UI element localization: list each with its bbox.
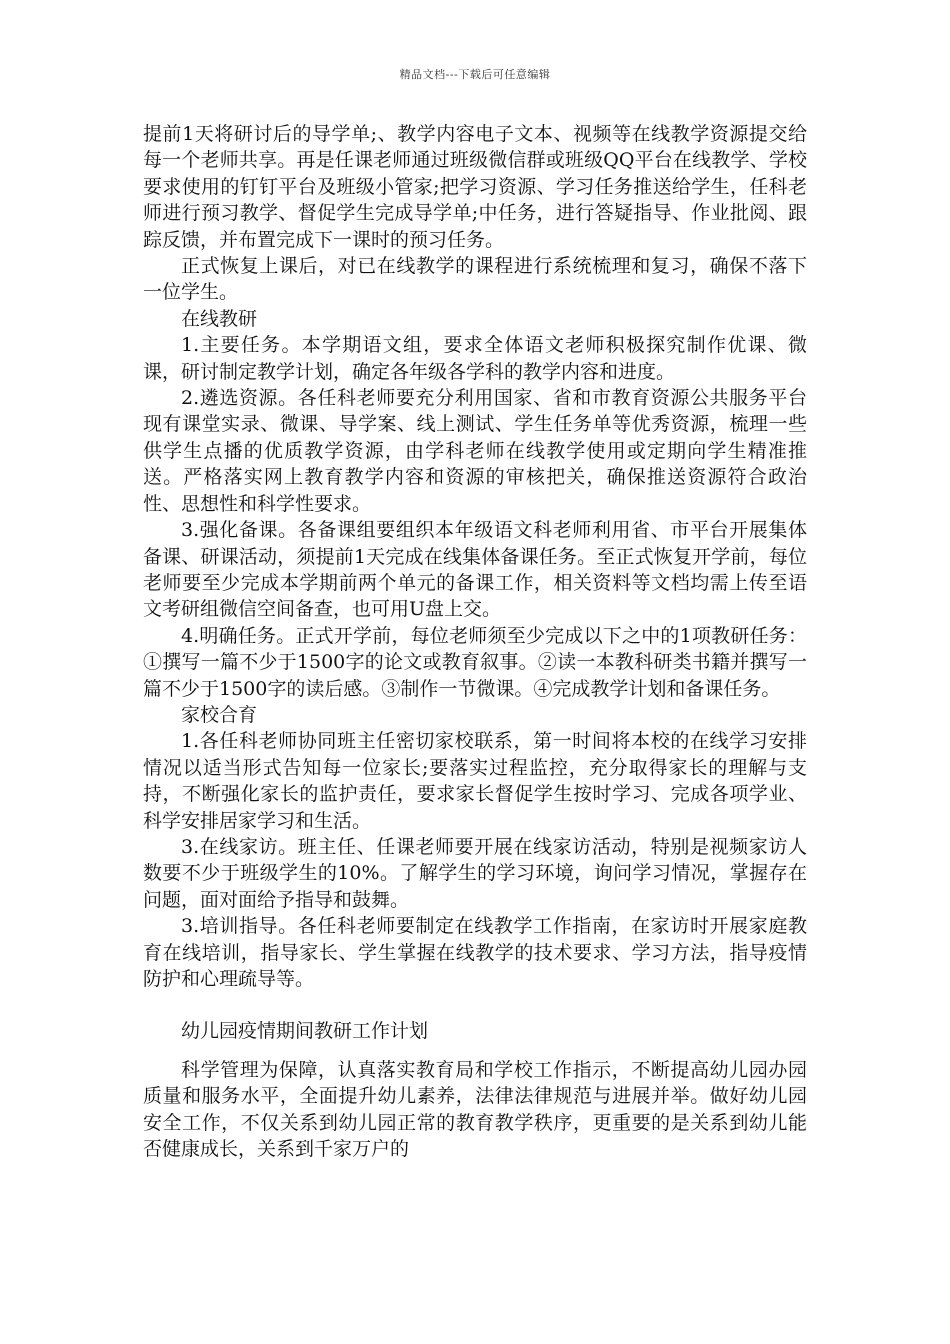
paragraph-clarify-tasks: 4.明确任务。正式开学前，每位老师须至少完成以下之中的1项教研任务：①撰写一篇不少于1500字的论文或教育叙事。②读一本教科研类书籍并撰写一篇不少于1500字的读后感。③制作一节微课。④完成教学计划和备课任务。 xyxy=(143,624,807,700)
heading-online-research: 在线教研 xyxy=(181,307,258,330)
section-gap xyxy=(143,992,807,1018)
paragraph-lesson-preparation: 3.强化备课。各备课组要组织本年级语文科老师利用省、市平台开展集体备课、研课活动，须提前1天完成在线集体备课任务。至正式恢复开学前，每位老师要至少完成本学期前两个单元的备课工作，相关资料等文档均需上传至语文考研组微信空间备查，也可用U盘上交。 xyxy=(143,519,807,621)
paragraph-online-home-visit: 3.在线家访。班主任、任课老师要开展在线家访活动，特别是视频家访人数要不少于班级学生的10%。了解学生的学习环境，询问学习情况，掌握存在问题，面对面给予指导和鼓舞。 xyxy=(143,835,807,911)
paragraph-select-resources: 2.遴选资源。各任科老师要充分利用国家、省和市教育资源公共服务平台现有课堂实录、微课、导学案、线上测试、学生任务单等优秀资源，梳理一些供学生点播的优质教学资源，由学科老师在线教学使用或定期向学生精准推送。严格落实网上教育教学内容和资源的审核把关，确保推送资源符合政治性、思想性和科学性要求。 xyxy=(143,387,807,515)
paragraph-training-guidance: 3.培训指导。各任科老师要制定在线教学工作指南，在家访时开展家庭教育在线培训，指导家长、学生掌握在线教学的技术要求、学习方法，指导疫情防护和心理疏导等。 xyxy=(143,915,807,990)
section-title: 幼儿园疫情期间教研工作计划 xyxy=(181,1020,429,1043)
paragraph-home-school-contact: 1.各任科老师协同班主任密切家校联系，第一时间将本校的在线学习安排情况以适当形式告知每一位家长;要落实过程监控，充分取得家长的理解与支持，不断强化家长的监护责任，要求家长督促学生按时学习、完成各项学业、科学安排居家学习和生活。 xyxy=(143,730,807,832)
paragraph-kindergarten-intro: 科学管理为保障，认真落实教育局和学校工作指示，不断提高幼儿园办园质量和服务水平，全面提升幼儿素养，法律法律规范与进展并举。做好幼儿园安全工作，不仅关系到幼儿园正常的教育教学秩序，更重要的是关系到幼儿能否健康成长，关系到千家万户的 xyxy=(143,1058,807,1161)
heading-home-school: 家校合育 xyxy=(181,703,258,726)
paragraph-online-teaching-continued: 提前1天将研讨后的导学单;、教学内容电子文本、视频等在线教学资源提交给每一个老师共享。再是任课老师通过班级微信群或班级QQ平台在线教学、学校要求使用的钉钉平台及班级小管家;把学习资源、学习任务推送给学生，任科老师进行预习教学、督促学生完成导学单;中任务，进行答疑指导、作业批阅、跟踪反馈，并布置完成下一课时的预习任务。 xyxy=(143,123,807,251)
page-header: 精品文档---下载后可任意编辑 xyxy=(399,68,551,81)
paragraph-resume-review: 正式恢复上课后，对已在线教学的课程进行系统梳理和复习，确保不落下一位学生。 xyxy=(143,255,807,304)
document-body xyxy=(143,121,807,1162)
section-gap-small xyxy=(143,1045,807,1057)
paragraph-main-tasks: 1.主要任务。本学期语文组，要求全体语文老师积极探究制作优课、微课，研讨制定教学计划，确定各年级各学科的教学内容和进度。 xyxy=(143,334,807,383)
